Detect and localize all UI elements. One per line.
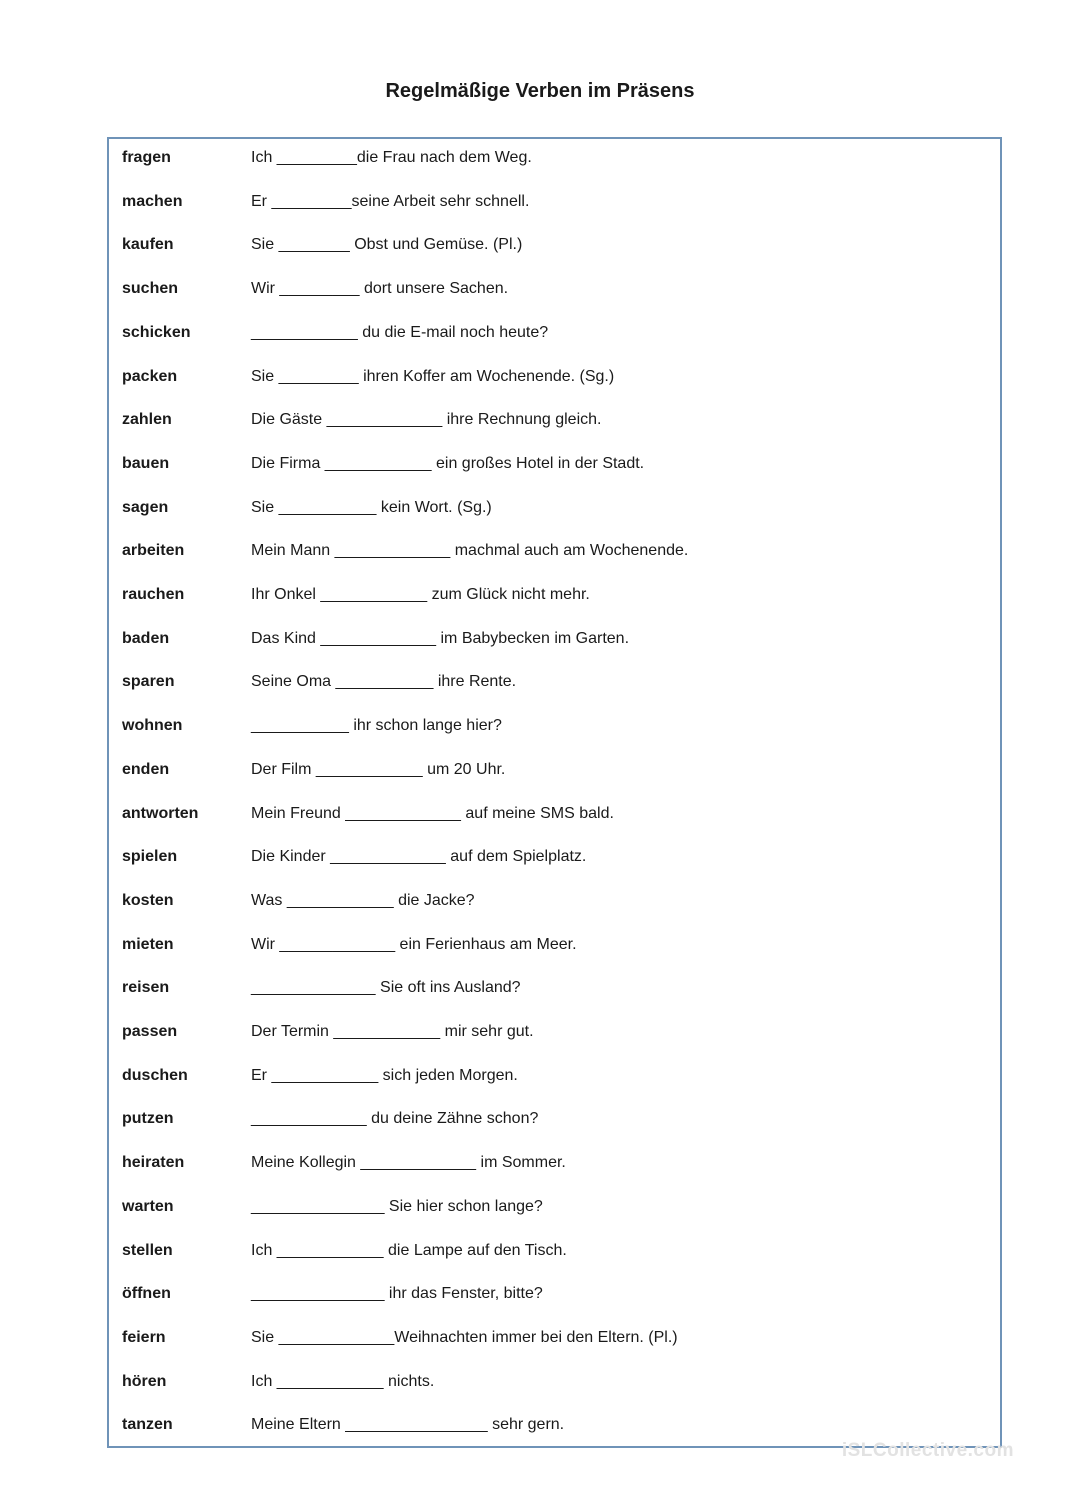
sentence-text: Wir _________ dort unsere Sachen. [251, 280, 509, 298]
exercise-row [122, 1019, 982, 1045]
verb-label: wohnen [122, 717, 183, 735]
exercise-row [122, 189, 982, 215]
verb-label: putzen [122, 1110, 174, 1128]
exercise-row [122, 1369, 982, 1395]
page-title: Regelmäßige Verben im Präsens [385, 80, 695, 102]
exercise-row [122, 975, 982, 1001]
exercise-row [122, 1325, 982, 1351]
exercise-row [122, 276, 982, 302]
sentence-text: Das Kind _____________ im Babybecken im Garten. [251, 629, 630, 647]
verb-label: reisen [122, 979, 170, 997]
sentence-text: Die Kinder _____________ auf dem Spielplatz. [251, 848, 587, 866]
sentence-text: Sie ________ Obst und Gemüse. (Pl.) [251, 236, 523, 254]
verb-label: sagen [122, 498, 169, 516]
verb-label: feiern [122, 1328, 166, 1346]
sentence-text: Wir _____________ ein Ferienhaus am Meer. [251, 935, 577, 953]
exercise-row [122, 407, 982, 433]
sentence-text: Was ____________ die Jacke? [251, 891, 475, 909]
sentence-text: Der Termin ____________ mir sehr gut. [251, 1023, 534, 1040]
verb-label: heiraten [122, 1154, 185, 1172]
verb-label: schicken [122, 323, 191, 341]
exercise-row [122, 757, 982, 783]
exercise-row [122, 932, 982, 958]
exercise-row [122, 888, 982, 914]
verb-label: warten [122, 1197, 174, 1215]
verb-label: suchen [122, 280, 179, 298]
sentence-text: Der Film ____________ um 20 Uhr. [251, 760, 506, 778]
exercise-row [122, 582, 982, 608]
sentence-text: Sie ___________ kein Wort. (Sg.) [251, 498, 492, 516]
exercise-row [122, 801, 982, 827]
exercise-row [122, 1281, 982, 1307]
sentence-text: Meine Eltern ________________ sehr gern. [251, 1416, 565, 1434]
verb-label: stellen [122, 1241, 173, 1259]
verb-label: spielen [122, 848, 178, 866]
sentence-text: Seine Oma ___________ ihre Rente. [251, 673, 517, 691]
sentence-text: _____________ du deine Zähne schon? [251, 1110, 539, 1128]
exercise-row [122, 451, 982, 477]
exercise-row [122, 538, 982, 564]
exercise-row [122, 1063, 982, 1089]
exercise-row [122, 1238, 982, 1264]
sentence-text: Ich ____________ die Lampe auf den Tisch. [251, 1241, 567, 1259]
sentence-text: Sie _____________Weihnachten immer bei den Eltern. (Pl.) [251, 1328, 678, 1346]
exercise-row [122, 626, 982, 652]
sentence-text: _______________ ihr das Fenster, bitte? [251, 1285, 543, 1303]
verb-label: tanzen [122, 1416, 173, 1434]
exercise-row [122, 232, 982, 258]
exercise-row [122, 669, 982, 695]
verb-label: rauchen [122, 586, 185, 603]
verb-label: duschen [122, 1066, 188, 1084]
sentence-text: Er _________seine Arbeit sehr schnell. [251, 192, 530, 210]
sentence-text: ____________ du die E-mail noch heute? [251, 323, 549, 341]
exercise-row [122, 1106, 982, 1132]
sentence-text: Ich ____________ nichts. [251, 1372, 435, 1390]
verb-label: mieten [122, 935, 174, 953]
sentence-text: Mein Freund _____________ auf meine SMS bald. [251, 804, 614, 822]
sentence-text: Meine Kollegin _____________ im Sommer. [251, 1154, 566, 1172]
exercise-row [122, 364, 982, 390]
exercise-row [122, 713, 982, 739]
exercise-row [122, 320, 982, 346]
verb-label: kosten [122, 891, 174, 909]
verb-label: enden [122, 760, 170, 778]
verb-label: machen [122, 192, 183, 210]
sentence-text: Sie _________ ihren Koffer am Wochenende. (Sg.) [251, 367, 615, 385]
verb-label: bauen [122, 454, 170, 472]
exercise-row [122, 1194, 982, 1220]
verb-label: öffnen [122, 1285, 171, 1303]
verb-label: arbeiten [122, 542, 185, 560]
verb-label: kaufen [122, 236, 174, 254]
sentence-text: Ich _________die Frau nach dem Weg. [251, 149, 532, 166]
sentence-text: Die Firma ____________ ein großes Hotel in der Stadt. [251, 454, 645, 472]
sentence-text: _______________ Sie hier schon lange? [251, 1197, 543, 1215]
exercise-row [122, 145, 982, 171]
sentence-text: Die Gäste _____________ ihre Rechnung gleich. [251, 411, 602, 429]
verb-label: zahlen [122, 411, 172, 429]
sentence-text: Mein Mann _____________ machmal auch am Wochenende. [251, 542, 689, 560]
verb-label: hören [122, 1372, 167, 1390]
exercise-row [122, 495, 982, 521]
exercise-row [122, 1412, 982, 1438]
sentence-text: ___________ ihr schon lange hier? [251, 717, 502, 735]
exercise-row [122, 1150, 982, 1176]
verb-label: antworten [122, 804, 199, 822]
exercise-row [122, 844, 982, 870]
watermark: iSLCollective.com [841, 1440, 1014, 1461]
sentence-text: Er ____________ sich jeden Morgen. [251, 1066, 518, 1084]
verb-label: packen [122, 367, 178, 385]
verb-label: sparen [122, 673, 175, 691]
verb-label: fragen [122, 149, 171, 166]
sentence-text: ______________ Sie oft ins Ausland? [251, 979, 521, 997]
verb-label: baden [122, 629, 170, 647]
verb-label: passen [122, 1023, 178, 1040]
sentence-text: Ihr Onkel ____________ zum Glück nicht mehr. [251, 586, 590, 603]
